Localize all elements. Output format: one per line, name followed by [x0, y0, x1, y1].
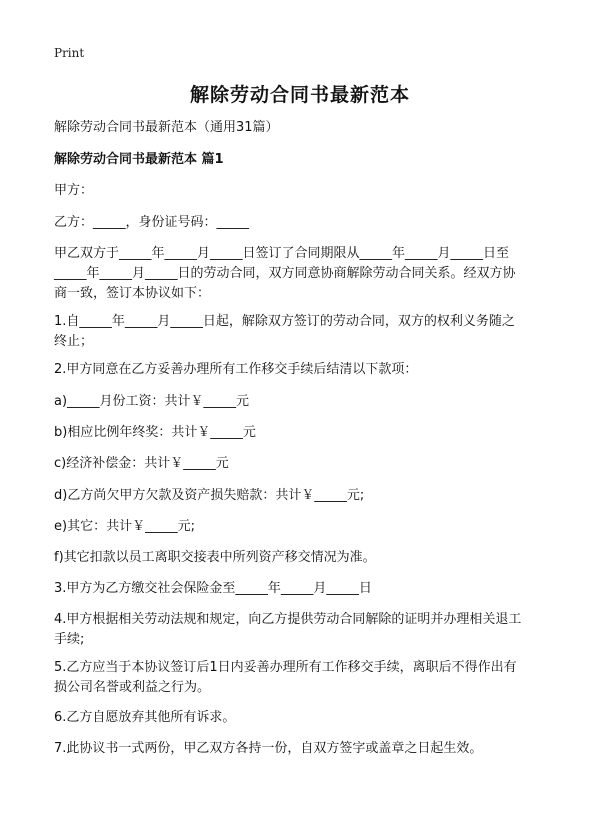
clause-7: 7.此协议书一式两份，甲乙双方各持一份，自双方签字或盖章之日起生效。 [54, 741, 483, 756]
clause-5-line-2: 损公司名誉或利益之行为。 [54, 680, 211, 695]
clause-1-line-2: 终止； [54, 334, 94, 349]
clause-5-line-1: 5.乙方应当于本协议签订后1日内妥善办理所有工作移交手续，离职后不得作出有 [54, 660, 517, 675]
print-link[interactable]: Print [54, 46, 85, 60]
clause-1-line-1: 1.自_____年_____月_____日起，解除双方签订的劳动合同，双方的权利义务随之 [54, 314, 515, 329]
item-f: f)其它扣款以员工离职交接表中所列资产移交情况为准。 [54, 550, 376, 565]
item-b: b)相应比例年终奖：共计￥_____元 [54, 425, 256, 440]
clause-4-line-1: 4.甲方根据相关劳动法规和规定，向乙方提供劳动合同解除的证明并办理相关退工 [54, 612, 522, 627]
item-c: c)经济补偿金：共计￥_____元 [54, 456, 229, 471]
clause-6: 6.乙方自愿放弃其他所有诉求。 [54, 710, 236, 725]
clause-4-line-2: 手续; [54, 632, 85, 647]
item-a: a)_____月份工资：共计￥_____元 [54, 394, 250, 409]
document-title: 解除劳动合同书最新范本 [189, 84, 410, 106]
section-heading: 解除劳动合同书最新范本 篇1 [54, 152, 224, 167]
intro-line-1: 甲乙双方于_____年_____月_____日签订了合同期限从_____年_____月_____日至 [54, 246, 510, 261]
clause-2: 2.甲方同意在乙方妥善办理所有工作移交手续后结清以下款项： [54, 362, 418, 377]
item-d: d)乙方尚欠甲方欠款及资产损失赔款：共计￥_____元; [54, 488, 365, 503]
item-e: e)其它：共计￥_____元; [54, 519, 195, 534]
party-a-line: 甲方： [54, 183, 94, 198]
clause-3: 3.甲方为乙方缴交社会保险金至_____年_____月_____日 [54, 581, 372, 596]
party-b-line: 乙方：_____，身份证号码：_____ [54, 215, 250, 230]
document-subtitle: 解除劳动合同书最新范本（通用31篇） [54, 120, 279, 135]
intro-line-2: _____年_____月_____日的劳动合同，双方同意协商解除劳动合同关系。经双方协 [54, 266, 516, 281]
intro-line-3: 商一致，签订本协议如下： [54, 286, 211, 301]
